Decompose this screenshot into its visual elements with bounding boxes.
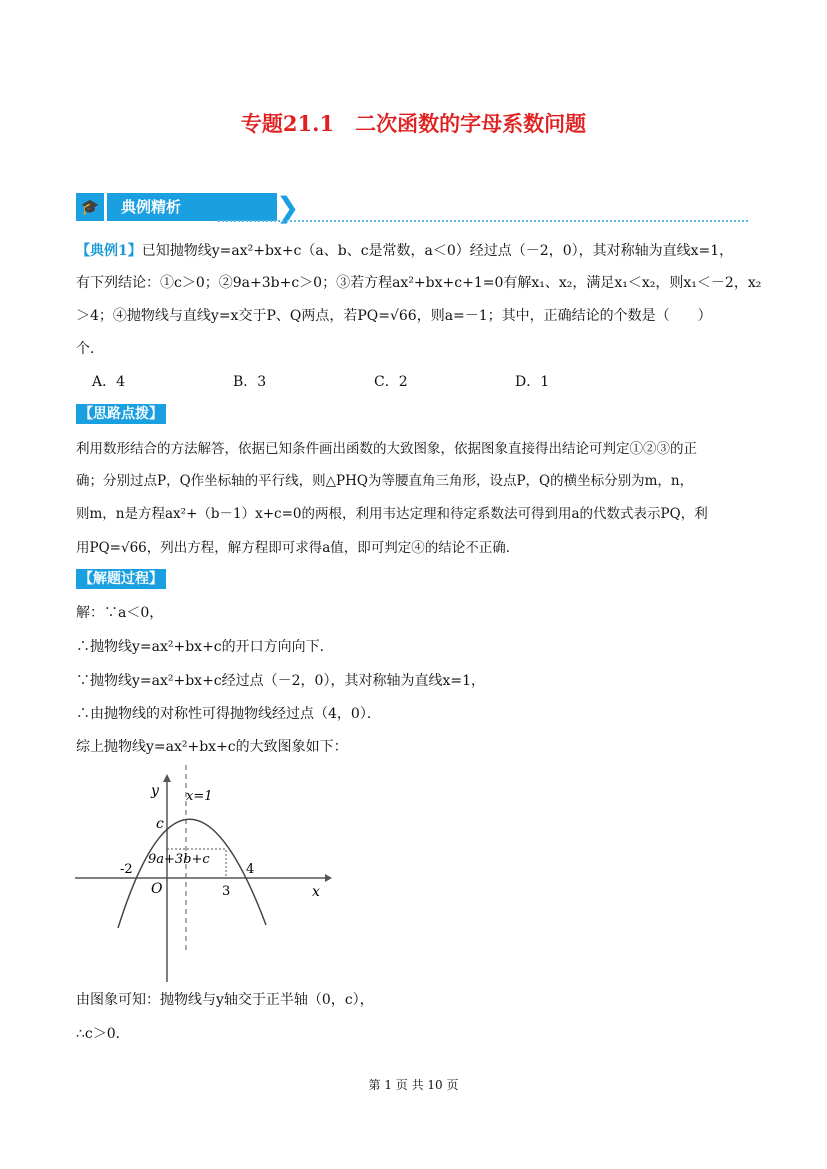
origin-label: O xyxy=(151,881,163,897)
c-label: c xyxy=(156,816,164,832)
four-label: 4 xyxy=(246,862,255,877)
hint-line: 利用数形结合的方法解答，依据已知条件画出函数的大致图象，依据图象直接得出结论可判定①②③的正 xyxy=(76,441,697,457)
parabola-curve xyxy=(118,819,266,928)
page-footer: 第 1 页 共 10 页 xyxy=(368,1078,459,1092)
example-line: 个． xyxy=(76,341,104,357)
banner-label: 典例精析 xyxy=(107,193,277,221)
solution-line: 由图象可知：抛物线与y轴交于正半轴（0，c）， xyxy=(76,992,374,1008)
value-label: 9a+3b+c xyxy=(148,852,210,867)
solution-line: ∴由抛物线的对称性可得抛物线经过点（4，0）． xyxy=(76,706,381,722)
chevron-right-icon: ❯ xyxy=(276,191,300,224)
neg2-label: -2 xyxy=(120,862,133,877)
example-tag: 【典例1】 xyxy=(76,243,142,259)
solution-line: ∴c＞0． xyxy=(76,1026,130,1042)
page-title: 专题21.1 二次函数的字母系数问题 xyxy=(240,111,587,136)
hint-line: 则m，n是方程ax²+（b－1）x+c=0的两根，利用韦达定理和待定系数法可得到用a的代数式表示PQ，利 xyxy=(76,506,708,522)
x-axis-arrow xyxy=(325,874,332,882)
text: 已知抛物线y=ax²+bx+c（a、b、c是常数，a＜0）经过点（－2，0），其对称轴为直线x=1， xyxy=(141,243,734,259)
hint-line: 用PQ=√66，列出方程，解方程即可求得a值，即可判定④的结论不正确． xyxy=(76,540,520,556)
solution-line: 综上抛物线y=ax²+bx+c的大致图象如下： xyxy=(76,739,348,755)
hint-line: 确；分别过点P，Q作坐标轴的平行线，则△PHQ为等腰直角三角形，设点P，Q的横坐标分别为m，n， xyxy=(76,473,694,489)
y-label: y xyxy=(151,783,159,799)
solution-line: 解：∵a＜0， xyxy=(76,605,164,621)
x-label: x xyxy=(312,884,320,900)
option-c: C．2 xyxy=(374,374,408,390)
symmetry-label: x=1 xyxy=(186,789,213,804)
example-line: 有下列结论：①c＞0；②9a+3b+c＞0；③若方程ax²+bx+c+1=0有解x₁、x₂，满足x₁＜x₂，则x₁＜－2，x₂ xyxy=(76,275,762,291)
solution-label: 【解题过程】 xyxy=(76,569,166,589)
option-b: B．3 xyxy=(233,374,267,390)
y-axis-arrow xyxy=(163,774,171,782)
hint-label: 【思路点拨】 xyxy=(76,404,166,424)
option-d: D．1 xyxy=(515,374,550,390)
solution-line: ∴抛物线y=ax²+bx+c的开口方向向下． xyxy=(76,639,334,655)
solution-line: ∵抛物线y=ax²+bx+c经过点（－2，0），其对称轴为直线x=1， xyxy=(76,673,485,689)
example-line: ＞4；④抛物线与直线y=x交于P、Q两点，若PQ=√66，则a=－1；其中，正确结论的个数是（ ） xyxy=(76,308,712,324)
graduation-cap-icon: 🎓 xyxy=(76,193,104,221)
three-label: 3 xyxy=(222,884,231,899)
option-a: A．4 xyxy=(92,374,126,390)
